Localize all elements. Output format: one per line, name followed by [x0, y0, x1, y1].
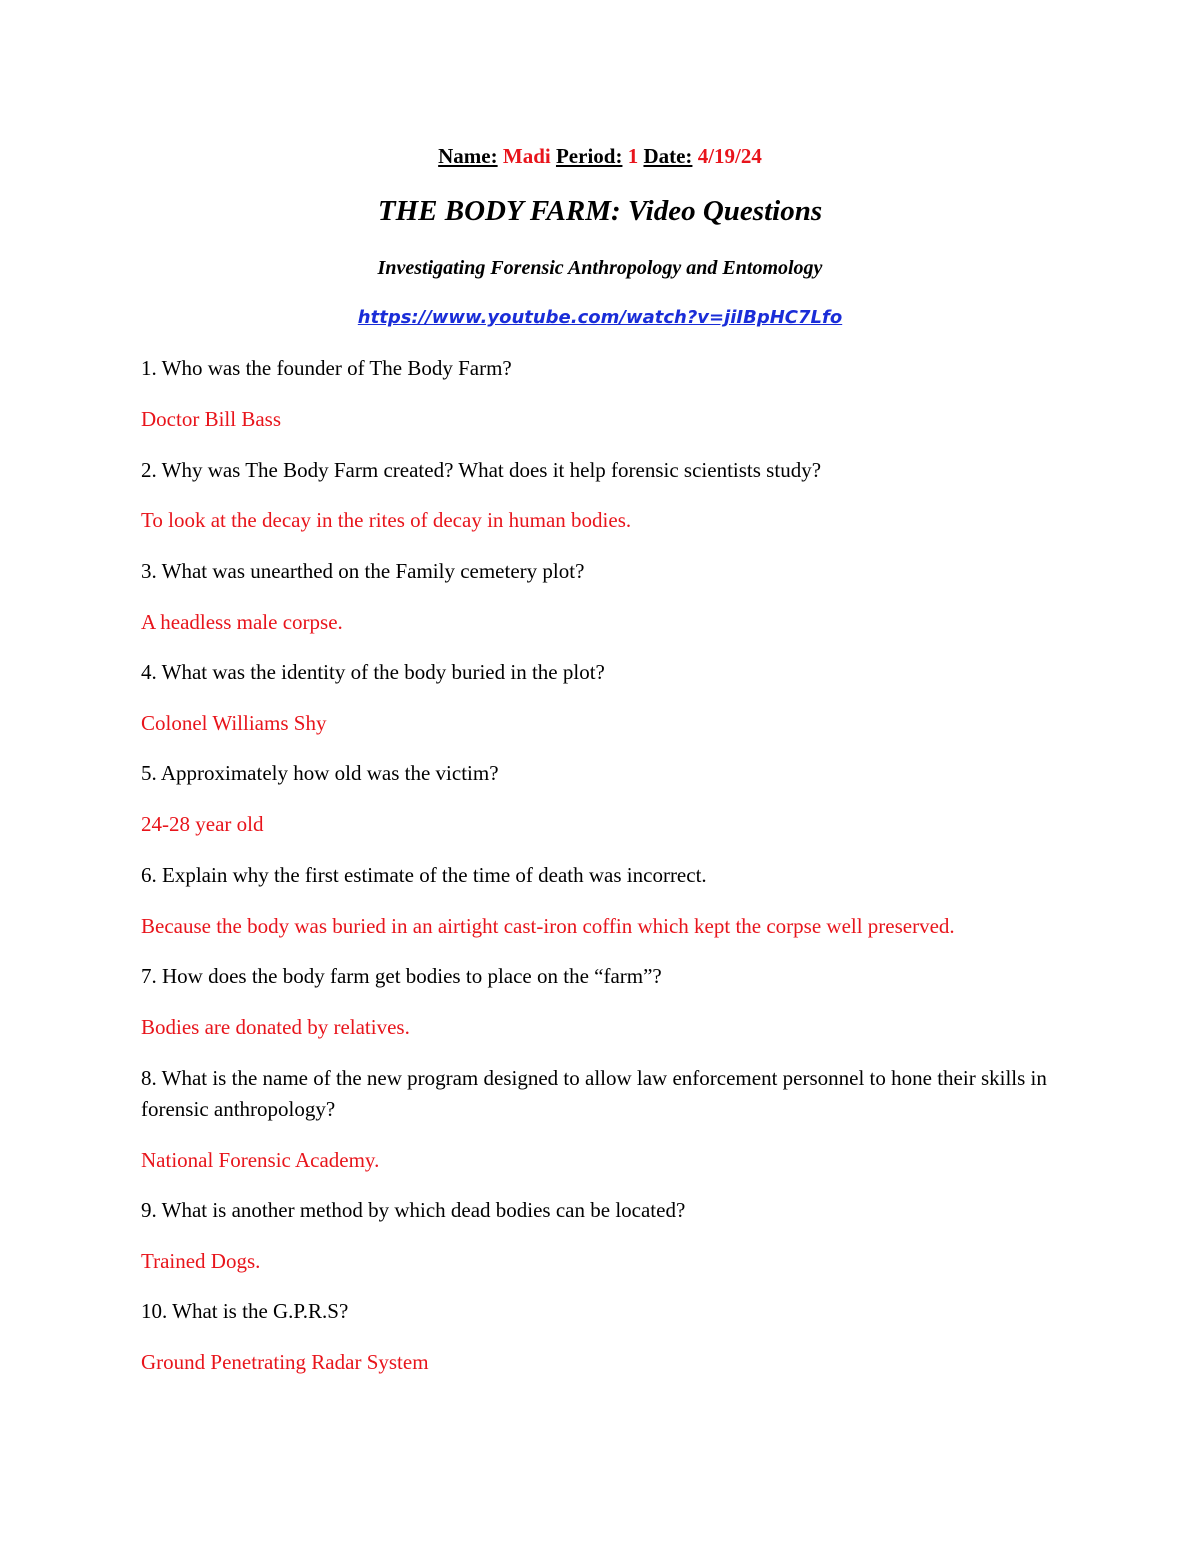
- period-value: 1: [627, 144, 639, 168]
- answer-2: [141, 505, 1061, 536]
- answer-text: Colonel Williams Shy: [141, 711, 327, 735]
- question-text: 1. Who was the founder of The Body Farm?: [141, 356, 512, 380]
- answer-8: [141, 1145, 1061, 1176]
- answer-text: A headless male corpse.: [141, 610, 343, 634]
- question-3: [141, 556, 1061, 587]
- answer-4: [141, 708, 1061, 739]
- document-title: THE BODY FARM: Video Questions: [377, 195, 823, 227]
- question-text: 9. What is another method by which dead bodies can be located?: [141, 1198, 686, 1222]
- answer-text: Ground Penetrating Radar System: [141, 1350, 429, 1374]
- answer-3: [141, 607, 1061, 638]
- question-7: [141, 961, 1061, 992]
- name-label: Name:: [438, 144, 498, 168]
- question-text: 6. Explain why the first estimate of the time of death was incorrect.: [141, 863, 707, 887]
- question-4: [141, 657, 1061, 688]
- question-text: 2. Why was The Body Farm created? What does it help forensic scientists study?: [141, 458, 822, 482]
- question-text: 10. What is the G.P.R.S?: [141, 1299, 349, 1323]
- answer-5: [141, 809, 1061, 840]
- question-text: 8. What is the name of the new program designed to allow law enforcement personnel to hone their skills in forensic anthropology?: [141, 1066, 1047, 1121]
- question-5: [141, 758, 1061, 789]
- answer-text: Trained Dogs.: [141, 1249, 261, 1273]
- answer-text: National Forensic Academy.: [141, 1148, 380, 1172]
- question-6: [141, 860, 1061, 891]
- answer-text: Bodies are donated by relatives.: [141, 1015, 410, 1039]
- question-1: [141, 353, 1061, 384]
- answer-10: [141, 1347, 1061, 1378]
- answer-7: [141, 1012, 1061, 1043]
- question-2: [141, 455, 1061, 486]
- answer-9: [141, 1246, 1061, 1277]
- name-value: Madi: [502, 144, 551, 168]
- answer-6: [141, 911, 1061, 942]
- question-10: [141, 1296, 1061, 1327]
- question-text: 7. How does the body farm get bodies to place on the “farm”?: [141, 964, 662, 988]
- date-value: 4/19/24: [697, 144, 762, 168]
- question-8: [141, 1063, 1061, 1125]
- date-label: Date:: [643, 144, 693, 168]
- question-text: 5. Approximately how old was the victim?: [141, 761, 499, 785]
- answer-text: 24-28 year old: [141, 812, 264, 836]
- answer-text: Because the body was buried in an airtight cast-iron coffin which kept the corpse well preserved.: [141, 914, 955, 938]
- video-link[interactable]: https://www.youtube.com/watch?v=jiIBpHC7Lfo: [357, 307, 843, 328]
- question-9: [141, 1195, 1061, 1226]
- answer-text: To look at the decay in the rites of decay in human bodies.: [141, 508, 632, 532]
- document-subtitle: Investigating Forensic Anthropology and Entomology: [377, 257, 823, 279]
- period-label: Period:: [555, 144, 623, 168]
- question-text: 4. What was the identity of the body buried in the plot?: [141, 660, 605, 684]
- answer-1: [141, 404, 1061, 435]
- question-text: 3. What was unearthed on the Family cemetery plot?: [141, 559, 585, 583]
- student-info-line: [0, 143, 1200, 169]
- answer-text: Doctor Bill Bass: [141, 407, 281, 431]
